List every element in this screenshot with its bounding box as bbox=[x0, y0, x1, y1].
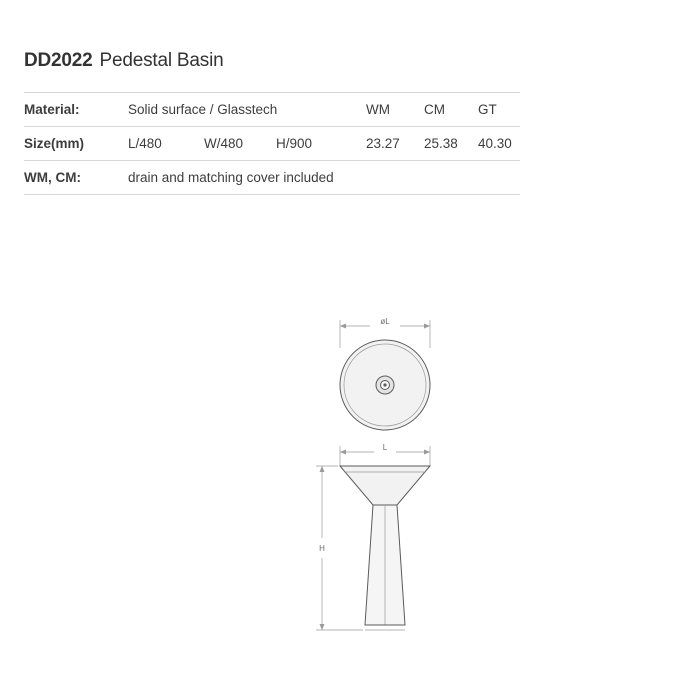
value-cm: 25.38 bbox=[424, 136, 458, 151]
column-header-gt: GT bbox=[478, 102, 497, 117]
note-value: drain and matching cover included bbox=[128, 170, 334, 185]
material-value: Solid surface / Glasstech bbox=[128, 102, 278, 117]
column-header-cm: CM bbox=[424, 102, 445, 117]
product-name: Pedestal Basin bbox=[99, 50, 224, 71]
front-view-height-label: H bbox=[319, 544, 325, 553]
value-gt: 40.30 bbox=[478, 136, 512, 151]
value-wm: 23.27 bbox=[366, 136, 400, 151]
size-height: H/900 bbox=[276, 136, 313, 151]
size-width: W/480 bbox=[204, 136, 244, 151]
drain-center bbox=[383, 383, 386, 386]
front-view-width-dimension bbox=[340, 443, 430, 466]
technical-drawing bbox=[300, 300, 480, 660]
top-view-dim-label: øL bbox=[380, 317, 390, 326]
front-view bbox=[340, 466, 430, 630]
drawing-svg bbox=[300, 300, 480, 660]
note-label: WM, CM: bbox=[24, 170, 81, 185]
front-view-height-dimension bbox=[316, 466, 363, 630]
front-view-width-label: L bbox=[382, 443, 388, 452]
product-code: DD2022 bbox=[24, 50, 93, 71]
table-row bbox=[24, 127, 520, 161]
size-length: L/480 bbox=[128, 136, 162, 151]
page-title bbox=[24, 50, 223, 72]
material-label: Material: bbox=[24, 102, 80, 117]
size-label: Size(mm) bbox=[24, 136, 85, 151]
table-row bbox=[24, 93, 520, 127]
table-row bbox=[24, 161, 520, 195]
top-view bbox=[340, 340, 430, 430]
column-header-wm: WM bbox=[366, 102, 390, 117]
spec-table bbox=[24, 92, 520, 195]
